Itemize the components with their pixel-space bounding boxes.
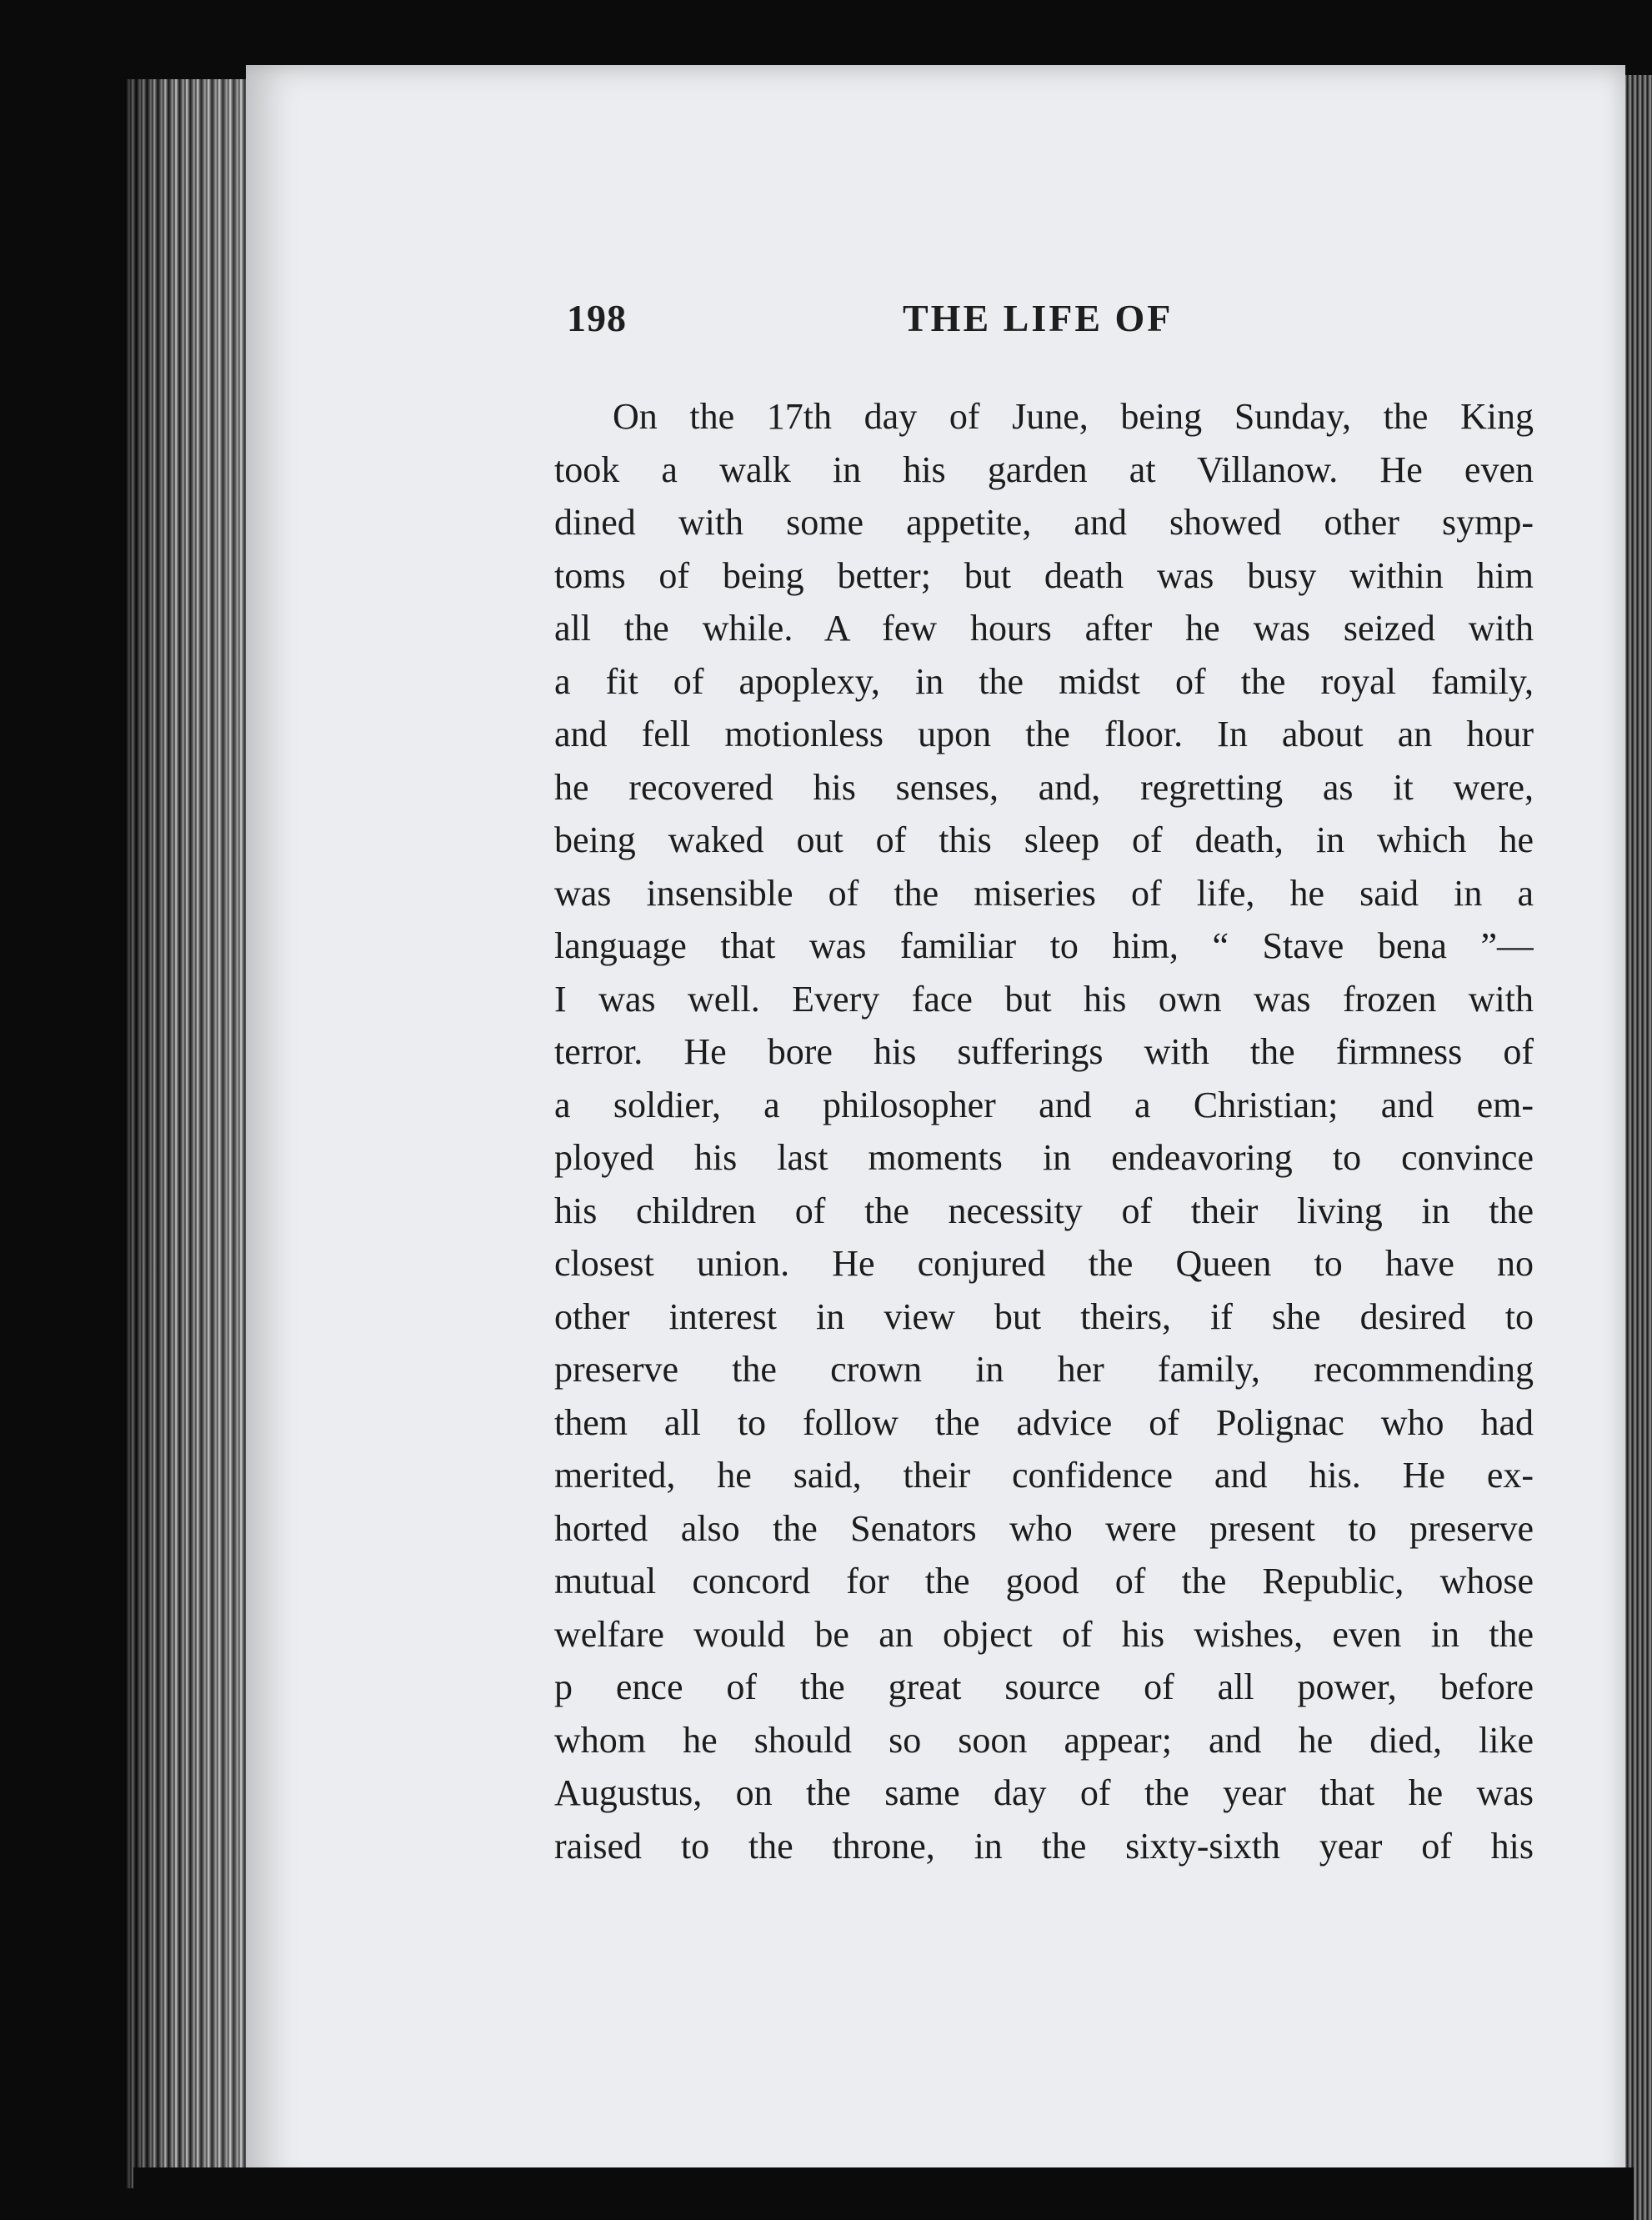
body-text: [554, 390, 1534, 1872]
text-line: he recovered his senses, and, regretting as it were,: [554, 766, 1534, 808]
text-line: mutual concord for the good of the Republic, whose: [554, 1561, 1534, 1601]
text-line: whom he should so soon appear; and he died, like: [554, 1719, 1534, 1761]
text-line: dined with some appetite, and showed other symp-: [554, 502, 1534, 543]
text-line: a soldier, a philosopher and a Christian; and em-: [554, 1084, 1534, 1125]
text-line: raised to the throne, in the sixty-sixth year of his: [554, 1825, 1534, 1867]
text-line: and fell motionless upon the floor. In about an hour: [554, 714, 1534, 754]
text-line: I was well. Every face but his own was frozen with: [554, 978, 1534, 1020]
text-line: welfare would be an object of his wishes, even in the: [554, 1613, 1534, 1655]
running-head: [567, 296, 1534, 346]
text-line: took a walk in his garden at Villanow. He even: [554, 449, 1534, 490]
text-line: language that was familiar to him, “ Stave bena ”—: [554, 925, 1534, 966]
text-line: Augustus, on the same day of the year that he was: [554, 1772, 1534, 1813]
text-line: a fit of apoplexy, in the midst of the royal family,: [554, 660, 1534, 702]
text-line: terror. He bore his sufferings with the firmness of: [554, 1031, 1534, 1072]
page-number: 198: [567, 297, 627, 339]
text-line: ployed his last moments in endeavoring to convince: [554, 1137, 1534, 1178]
text-line: horted also the Senators who were present to preserve: [554, 1507, 1534, 1549]
text-line: other interest in view but theirs, if she desired to: [554, 1295, 1534, 1337]
text-line: being waked out of this sleep of death, in which he: [554, 819, 1534, 860]
text-line: merited, he said, their confidence and his. He ex-: [554, 1455, 1534, 1496]
text-line: closest union. He conjured the Queen to have no: [554, 1243, 1534, 1284]
text-line: On the 17th day of June, being Sunday, the King: [613, 396, 1534, 437]
page-edges: [125, 79, 258, 2188]
bottom-shadow: [133, 2167, 1634, 2220]
text-line: his children of the necessity of their living in the: [554, 1190, 1534, 1231]
text-line: toms of being better; but death was busy within him: [554, 554, 1534, 596]
running-head-title: THE LIFE OF: [903, 297, 1174, 339]
text-line: preserve the crown in her family, recommending: [554, 1349, 1534, 1390]
text-line: all the while. A few hours after he was seized with: [554, 608, 1534, 649]
text-line: p ence of the great source of all power, before: [554, 1666, 1534, 1707]
text-line: them all to follow the advice of Polignac who had: [554, 1401, 1534, 1443]
text-line: was insensible of the miseries of life, he said in a: [554, 872, 1534, 914]
